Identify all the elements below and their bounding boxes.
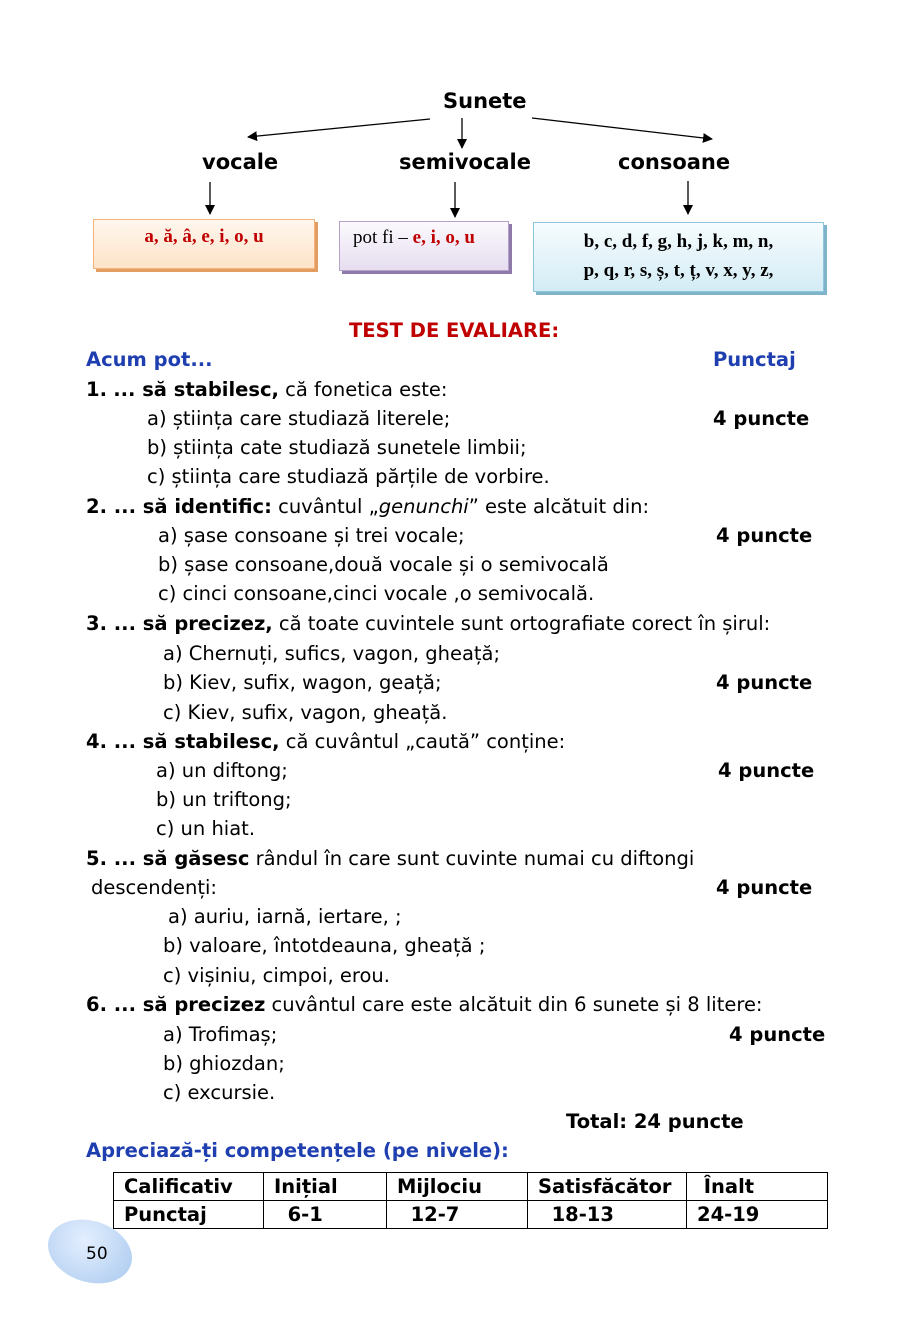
- q1-option-b: b) știința cate studiază sunetele limbii;: [147, 436, 527, 459]
- q3-option-a: a) Chernuți, sufics, vagon, gheață;: [163, 642, 501, 665]
- table-cell: Inițial: [264, 1173, 387, 1201]
- question-5: 5. ... să găsesc rândul în care sunt cuvinte numai cu diftongi: [86, 847, 695, 870]
- q3-points: 4 puncte: [716, 671, 813, 694]
- q5-points: 4 puncte: [716, 876, 813, 899]
- arrow-to-vocale: [248, 119, 430, 137]
- table-row: [114, 1173, 828, 1201]
- table-cell: Punctaj: [114, 1201, 264, 1229]
- q5-option-c: c) vișiniu, cimpoi, erou.: [163, 964, 390, 987]
- diagram-root: Sunete: [443, 89, 527, 113]
- q6-option-c: c) excursie.: [163, 1081, 276, 1104]
- question-5-cont: descendenți:: [91, 876, 217, 899]
- q5-option-b: b) valoare, întotdeauna, gheață ;: [163, 934, 486, 957]
- diagram-arrows: [0, 0, 907, 230]
- q1-option-a: a) știința care studiază literele;: [147, 407, 451, 430]
- question-3: 3. ... să precizez, că toate cuvintele sunt ortografiate corect în șirul:: [86, 612, 771, 635]
- q4-option-c: c) un hiat.: [156, 817, 256, 840]
- q2-option-a: a) șase consoane și trei vocale;: [158, 524, 465, 547]
- table-cell: Mijlociu: [387, 1173, 528, 1201]
- total-points: Total: 24 puncte: [566, 1110, 744, 1133]
- q3-option-c: c) Kiev, sufix, vagon, gheață.: [163, 701, 448, 724]
- grade-table: [113, 1172, 828, 1229]
- q4-option-b: b) un triftong;: [156, 788, 292, 811]
- vocale-letters: a, ă, â, e, i, o, u: [144, 226, 264, 247]
- question-4: 4. ... să stabilesc, că cuvântul „caută” conține:: [86, 730, 566, 753]
- q1-points: 4 puncte: [713, 407, 810, 430]
- q6-option-b: b) ghiozdan;: [163, 1052, 285, 1075]
- assessment-title: Apreciază-ți competențele (pe nivele):: [86, 1139, 509, 1162]
- q1-option-c: c) știința care studiază părțile de vorbire.: [147, 465, 550, 488]
- punctaj-label: Punctaj: [713, 348, 796, 371]
- table-cell: Înalt: [687, 1173, 828, 1201]
- page-number: 50: [86, 1244, 108, 1264]
- table-cell: 24-19: [687, 1201, 828, 1229]
- q2-option-b: b) șase consoane,două vocale și o semivocală: [158, 553, 609, 576]
- question-2: 2. ... să identific: cuvântul „genunchi” este alcătuit din:: [86, 495, 650, 518]
- q5-option-a: a) auriu, iarnă, iertare, ;: [168, 905, 402, 928]
- table-cell: 18-13: [528, 1201, 687, 1229]
- q2-points: 4 puncte: [716, 524, 813, 547]
- table-cell: Calificativ: [114, 1173, 264, 1201]
- node-semivocale: semivocale: [399, 150, 531, 174]
- node-consoane: consoane: [618, 150, 731, 174]
- q4-option-a: a) un diftong;: [156, 759, 288, 782]
- consoane-line-2: p, q, r, s, ș, t, ț, v, x, y, z,: [583, 260, 774, 281]
- consoane-line-1: b, c, d, f, g, h, j, k, m, n,: [583, 231, 774, 252]
- table-cell: 12-7: [387, 1201, 528, 1229]
- node-vocale: vocale: [202, 150, 279, 174]
- q4-points: 4 puncte: [718, 759, 815, 782]
- table-row: [114, 1201, 828, 1229]
- consoane-box: [533, 222, 824, 292]
- q6-points: 4 puncte: [729, 1023, 826, 1046]
- q6-option-a: a) Trofimaș;: [163, 1023, 278, 1046]
- semivocale-prefix: pot fi –: [353, 227, 408, 248]
- question-6: 6. ... să precizez cuvântul care este alcătuit din 6 sunete și 8 litere:: [86, 993, 763, 1016]
- acum-pot-label: Acum pot...: [86, 348, 213, 371]
- semivocale-box: [339, 221, 509, 271]
- q3-option-b: b) Kiev, sufix, wagon, geață;: [163, 671, 442, 694]
- test-title: TEST DE EVALIARE:: [349, 319, 560, 342]
- vocale-box: [93, 219, 315, 269]
- semivocale-letters: e, i, o, u: [412, 227, 475, 248]
- arrow-to-consoane: [532, 118, 712, 139]
- table-cell: Satisfăcător: [528, 1173, 687, 1201]
- question-1: 1. ... să stabilesc, că fonetica este:: [86, 378, 448, 401]
- table-cell: 6-1: [264, 1201, 387, 1229]
- q2-option-c: c) cinci consoane,cinci vocale ,o semivocală.: [158, 582, 595, 605]
